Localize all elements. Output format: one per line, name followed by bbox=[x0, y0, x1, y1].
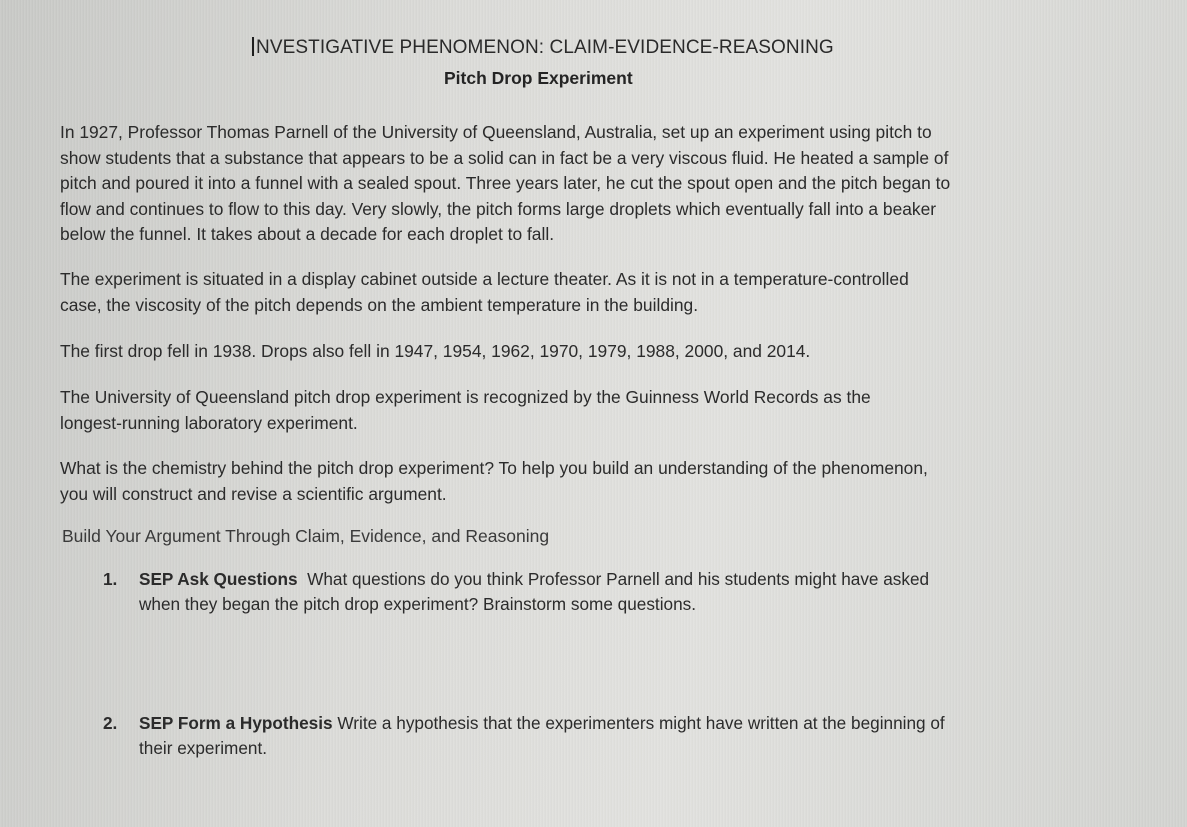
paragraph-line: longest-running laboratory experiment. bbox=[60, 412, 358, 433]
experiment-title: Pitch Drop Experiment bbox=[444, 68, 633, 88]
question-item-ask-questions bbox=[103, 567, 1103, 617]
question-text: Write a hypothesis that the experimenters might have written at the beginning of bbox=[337, 713, 945, 733]
text-cursor bbox=[252, 37, 254, 56]
drops-paragraph bbox=[60, 339, 1120, 365]
question-number: 1. bbox=[103, 569, 118, 589]
page-title-text: NVESTIGATIVE PHENOMENON: CLAIM-EVIDENCE-REASONING bbox=[256, 37, 834, 58]
paragraph-line: below the funnel. It takes about a decade for each droplet to fall. bbox=[60, 224, 555, 244]
page-title bbox=[252, 37, 834, 59]
question-label: SEP Form a Hypothesis bbox=[139, 713, 333, 733]
record-paragraph bbox=[60, 385, 1120, 436]
question-text: What questions do you think Professor Parnell and his students might have asked bbox=[307, 569, 930, 589]
intro-paragraph bbox=[60, 120, 1120, 248]
paragraph-line: The experiment is situated in a display cabinet outside a lecture theater. As it is not in a temperature-controlled bbox=[60, 269, 909, 289]
question-label: SEP Ask Questions bbox=[139, 569, 298, 589]
question-line bbox=[139, 567, 1103, 592]
question-item-form-hypothesis bbox=[103, 711, 1103, 761]
question-line bbox=[139, 711, 1103, 736]
paragraph-line: show students that a substance that appears to be a solid can in fact be a very viscous fluid. He heated a sample of bbox=[60, 147, 949, 168]
question-line: when they began the pitch drop experiment? Brainstorm some questions. bbox=[139, 594, 696, 614]
question-paragraph bbox=[60, 456, 1120, 507]
paragraph-line: What is the chemistry behind the pitch drop experiment? To help you build an understanding of the phenomenon, bbox=[60, 458, 928, 478]
paragraph-line: The University of Queensland pitch drop experiment is recognized by the Guinness World Records as the bbox=[60, 387, 871, 407]
paragraph-line: The first drop fell in 1938. Drops also fell in 1947, 1954, 1962, 1970, 1979, 1988, 2000, and 2014. bbox=[60, 341, 811, 361]
section-heading: Build Your Argument Through Claim, Evidence, and Reasoning bbox=[62, 526, 550, 546]
paragraph-line: flow and continues to flow to this day. Very slowly, the pitch forms large droplets which eventually fall into a beaker bbox=[60, 198, 937, 219]
question-number: 2. bbox=[103, 713, 118, 733]
paragraph-line: you will construct and revise a scientific argument. bbox=[60, 483, 447, 504]
question-line: their experiment. bbox=[139, 738, 268, 758]
paragraph-line: pitch and poured it into a funnel with a sealed spout. Three years later, he cut the spout open and the pitch began to bbox=[60, 173, 951, 193]
paragraph-line: case, the viscosity of the pitch depends on the ambient temperature in the building. bbox=[60, 294, 699, 315]
cabinet-paragraph bbox=[60, 267, 1120, 318]
paragraph-line: In 1927, Professor Thomas Parnell of the University of Queensland, Australia, set up an experiment using pitch to bbox=[60, 122, 932, 142]
